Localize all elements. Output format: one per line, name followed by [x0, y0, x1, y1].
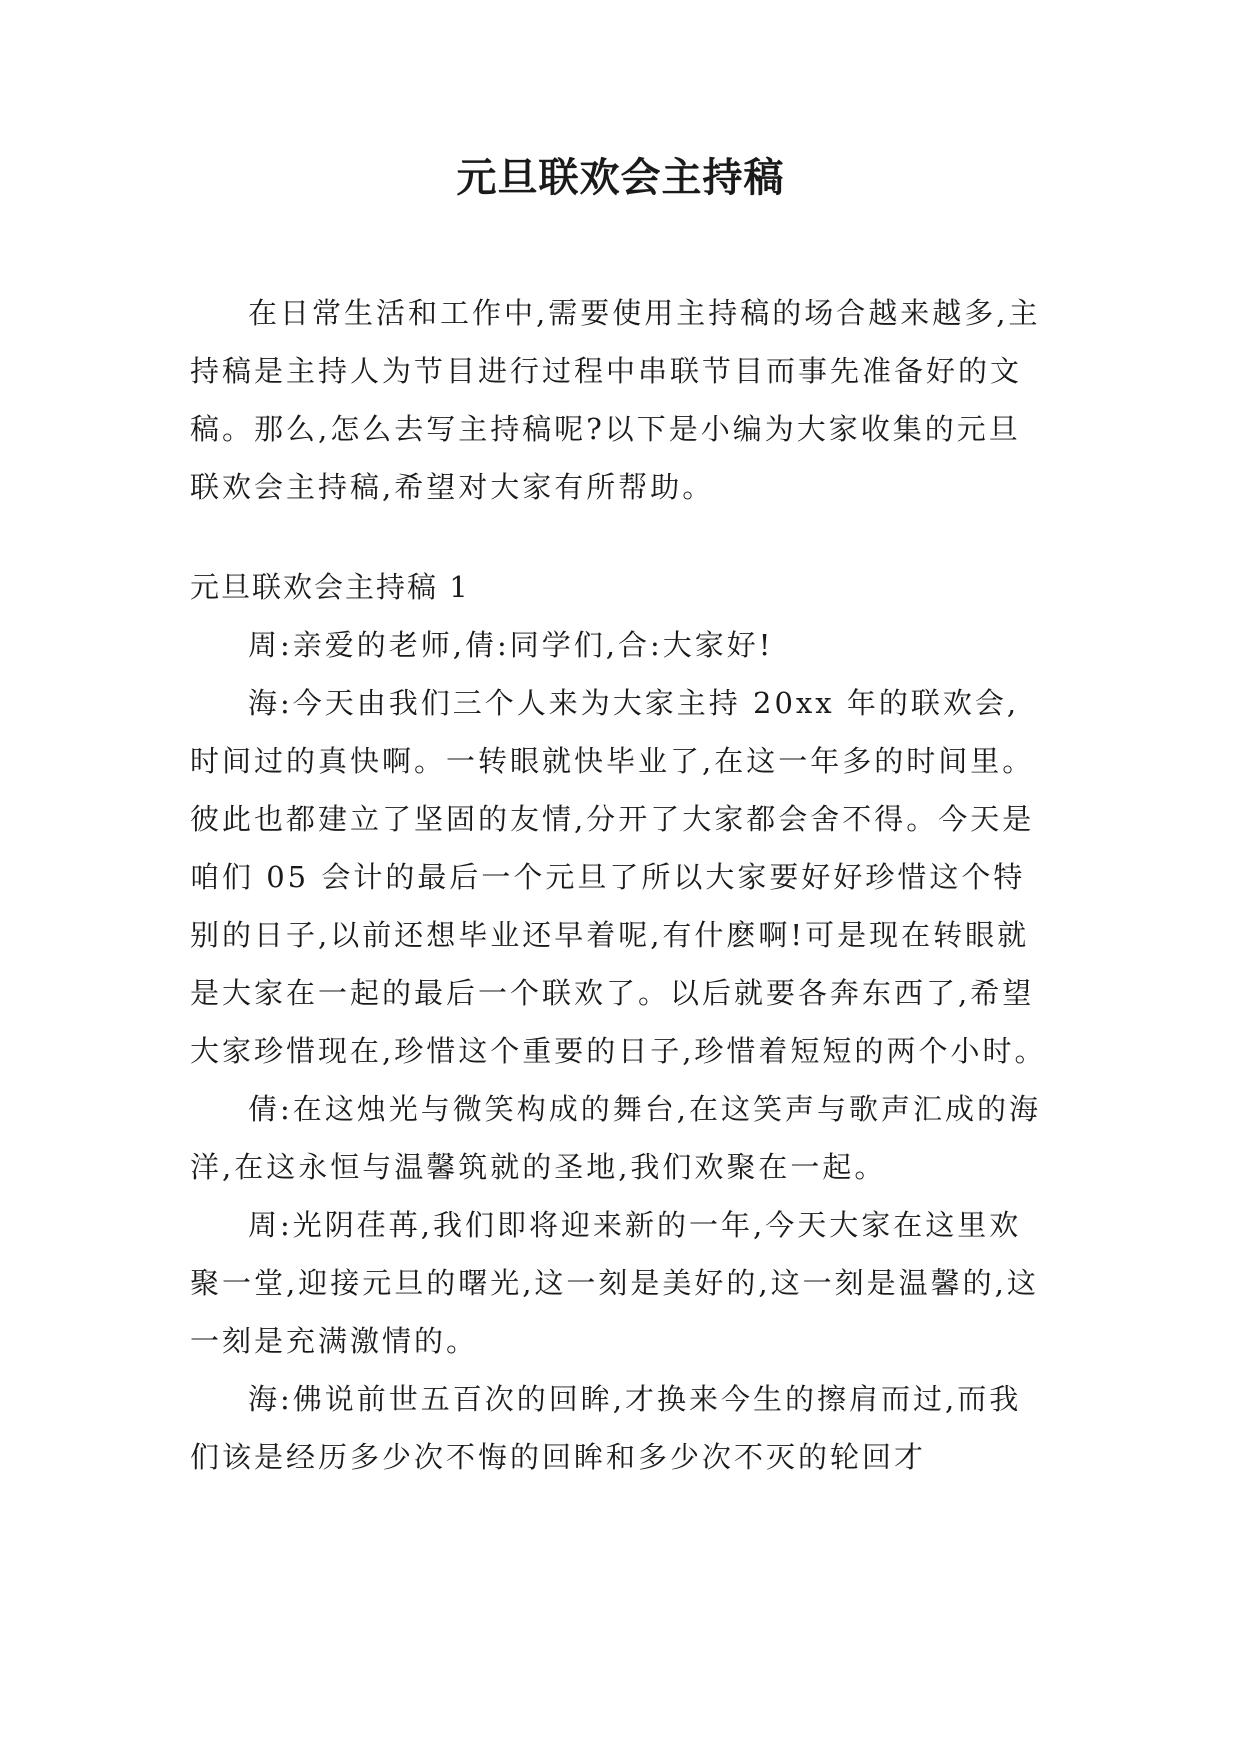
body-paragraph: 海:今天由我们三个人来为大家主持 20xx 年的联欢会,时间过的真快啊。一转眼就快毕业了,在这一年多的时间里。彼此也都建立了坚固的友情,分开了大家都会舍不得。今天是咱们 05 会计的最后一个元旦了所以大家要好好珍惜这个特别的日子,以前还想毕业还早着呢,有什麽啊!可是现在转眼就是大家在一起的最后一个联欢了。以后就要各奔东西了,希望大家珍惜现在,珍惜这个重要的日子,珍惜着短短的两个小时。	[190, 686, 1047, 1068]
section-heading: 元旦联欢会主持稿 1	[190, 570, 470, 604]
document-title: 元旦联欢会主持稿	[456, 154, 785, 201]
body-paragraph: 海:佛说前世五百次的回眸,才换来今生的擦肩而过,而我们该是经历多少次不悔的回眸和多少次不灭的轮回才	[190, 1382, 1022, 1474]
document-body	[190, 284, 1050, 1486]
body-paragraph: 周:亲爱的老师,倩:同学们,合:大家好!	[248, 628, 774, 662]
body-paragraph: 倩:在这烛光与微笑构成的舞台,在这笑声与歌声汇成的海洋,在这永恒与温馨筑就的圣地,我们欢聚在一起。	[190, 1092, 1041, 1184]
intro-paragraph: 在日常生活和工作中,需要使用主持稿的场合越来越多,主持稿是主持人为节目进行过程中串联节目而事先准备好的文稿。那么,怎么去写主持稿呢?以下是小编为大家收集的元旦联欢会主持稿,希望对大家有所帮助。	[190, 296, 1041, 504]
body-paragraph: 周:光阴荏苒,我们即将迎来新的一年,今天大家在这里欢聚一堂,迎接元旦的曙光,这一刻是美好的,这一刻是温馨的,这一刻是充满激情的。	[190, 1208, 1039, 1358]
